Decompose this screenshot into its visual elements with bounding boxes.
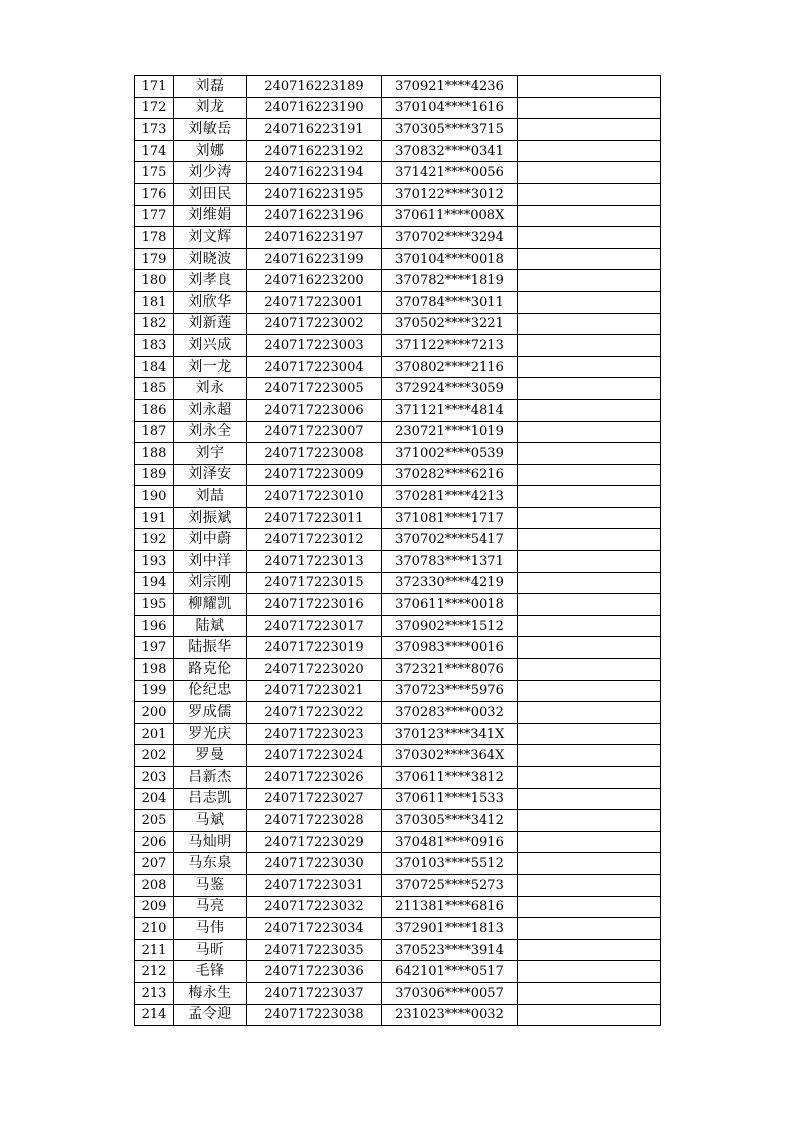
exam-number-cell: 240717223035 — [247, 939, 382, 961]
table-row — [135, 378, 661, 400]
name-cell: 刘敏岳 — [174, 119, 247, 141]
exam-number-cell: 240717223004 — [247, 356, 382, 378]
name-cell: 刘磊 — [174, 76, 247, 98]
remark-cell — [518, 227, 661, 249]
remark-cell — [518, 810, 661, 832]
remark-cell — [518, 248, 661, 270]
id-number-cell: 372321****8076 — [382, 659, 518, 681]
row-number-cell: 209 — [135, 896, 174, 918]
remark-cell — [518, 464, 661, 486]
name-cell: 刘兴成 — [174, 335, 247, 357]
row-number-cell: 190 — [135, 486, 174, 508]
name-cell: 刘宇 — [174, 443, 247, 465]
id-number-cell: 370611****1533 — [382, 788, 518, 810]
id-number-cell: 370802****2116 — [382, 356, 518, 378]
table-row — [135, 507, 661, 529]
exam-number-cell: 240717223026 — [247, 767, 382, 789]
row-number-cell: 211 — [135, 939, 174, 961]
id-number-cell: 370283****0032 — [382, 702, 518, 724]
row-number-cell: 175 — [135, 162, 174, 184]
name-cell: 陆振华 — [174, 637, 247, 659]
remark-cell — [518, 270, 661, 292]
exam-number-cell: 240717223031 — [247, 874, 382, 896]
id-number-cell: 370523****3914 — [382, 939, 518, 961]
name-cell: 刘田民 — [174, 183, 247, 205]
id-number-cell: 230721****1019 — [382, 421, 518, 443]
table-row — [135, 918, 661, 940]
table-row — [135, 637, 661, 659]
id-number-cell: 370305****3412 — [382, 810, 518, 832]
exam-number-cell: 240717223032 — [247, 896, 382, 918]
name-cell: 马斌 — [174, 810, 247, 832]
row-number-cell: 183 — [135, 335, 174, 357]
name-cell: 刘中蔚 — [174, 529, 247, 551]
exam-number-cell: 240717223003 — [247, 335, 382, 357]
table-row — [135, 961, 661, 983]
exam-number-cell: 240716223200 — [247, 270, 382, 292]
exam-number-cell: 240717223019 — [247, 637, 382, 659]
table-row — [135, 745, 661, 767]
exam-number-cell: 240716223191 — [247, 119, 382, 141]
table-row — [135, 356, 661, 378]
exam-number-cell: 240717223009 — [247, 464, 382, 486]
exam-number-cell: 240717223006 — [247, 399, 382, 421]
id-number-cell: 371421****0056 — [382, 162, 518, 184]
id-number-cell: 370481****0916 — [382, 831, 518, 853]
remark-cell — [518, 378, 661, 400]
id-number-cell: 372924****3059 — [382, 378, 518, 400]
exam-number-cell: 240717223029 — [247, 831, 382, 853]
exam-number-cell: 240717223010 — [247, 486, 382, 508]
remark-cell — [518, 291, 661, 313]
remark-cell — [518, 572, 661, 594]
table-row — [135, 810, 661, 832]
table-row — [135, 896, 661, 918]
id-number-cell: 371002****0539 — [382, 443, 518, 465]
exam-number-cell: 240717223005 — [247, 378, 382, 400]
table-row — [135, 97, 661, 119]
name-cell: 刘文辉 — [174, 227, 247, 249]
row-number-cell: 180 — [135, 270, 174, 292]
id-number-cell: 372330****4219 — [382, 572, 518, 594]
name-cell: 马伟 — [174, 918, 247, 940]
row-number-cell: 189 — [135, 464, 174, 486]
row-number-cell: 171 — [135, 76, 174, 98]
exam-number-cell: 240716223197 — [247, 227, 382, 249]
name-cell: 刘欣华 — [174, 291, 247, 313]
row-number-cell: 205 — [135, 810, 174, 832]
name-cell: 毛锋 — [174, 961, 247, 983]
name-cell: 刘一龙 — [174, 356, 247, 378]
remark-cell — [518, 1004, 661, 1026]
table-row — [135, 183, 661, 205]
table-row — [135, 615, 661, 637]
name-cell: 马鉴 — [174, 874, 247, 896]
exam-number-cell: 240716223194 — [247, 162, 382, 184]
name-cell: 伦纪忠 — [174, 680, 247, 702]
name-cell: 罗成儒 — [174, 702, 247, 724]
table-row — [135, 421, 661, 443]
name-cell: 吕新杰 — [174, 767, 247, 789]
name-cell: 刘娜 — [174, 140, 247, 162]
name-cell: 刘少涛 — [174, 162, 247, 184]
name-cell: 刘振斌 — [174, 507, 247, 529]
id-number-cell: 370782****1819 — [382, 270, 518, 292]
row-number-cell: 203 — [135, 767, 174, 789]
table-row — [135, 874, 661, 896]
remark-cell — [518, 76, 661, 98]
name-cell: 刘维娟 — [174, 205, 247, 227]
id-number-cell: 370611****008X — [382, 205, 518, 227]
table-row — [135, 1004, 661, 1026]
table-row — [135, 313, 661, 335]
table-row — [135, 788, 661, 810]
remark-cell — [518, 529, 661, 551]
row-number-cell: 178 — [135, 227, 174, 249]
remark-cell — [518, 356, 661, 378]
row-number-cell: 213 — [135, 982, 174, 1004]
exam-number-cell: 240717223011 — [247, 507, 382, 529]
remark-cell — [518, 745, 661, 767]
remark-cell — [518, 551, 661, 573]
remark-cell — [518, 680, 661, 702]
id-number-cell: 370103****5512 — [382, 853, 518, 875]
row-number-cell: 188 — [135, 443, 174, 465]
id-number-cell: 371081****1717 — [382, 507, 518, 529]
remark-cell — [518, 313, 661, 335]
row-number-cell: 173 — [135, 119, 174, 141]
id-number-cell: 370282****6216 — [382, 464, 518, 486]
remark-cell — [518, 399, 661, 421]
name-cell: 刘泽安 — [174, 464, 247, 486]
remark-cell — [518, 205, 661, 227]
remark-cell — [518, 853, 661, 875]
remark-cell — [518, 896, 661, 918]
table-row — [135, 939, 661, 961]
remark-cell — [518, 443, 661, 465]
name-cell: 刘永超 — [174, 399, 247, 421]
row-number-cell: 181 — [135, 291, 174, 313]
name-cell: 刘中洋 — [174, 551, 247, 573]
row-number-cell: 182 — [135, 313, 174, 335]
exam-number-cell: 240717223001 — [247, 291, 382, 313]
remark-cell — [518, 637, 661, 659]
table-row — [135, 982, 661, 1004]
id-number-cell: 370123****341X — [382, 723, 518, 745]
id-number-cell: 370302****364X — [382, 745, 518, 767]
row-number-cell: 179 — [135, 248, 174, 270]
id-number-cell: 370983****0016 — [382, 637, 518, 659]
table-row — [135, 853, 661, 875]
table-row — [135, 831, 661, 853]
remark-cell — [518, 162, 661, 184]
table-row — [135, 572, 661, 594]
id-number-cell: 370921****4236 — [382, 76, 518, 98]
id-number-cell: 370723****5976 — [382, 680, 518, 702]
remark-cell — [518, 659, 661, 681]
table-row — [135, 162, 661, 184]
id-number-cell: 370122****3012 — [382, 183, 518, 205]
name-cell: 柳耀凯 — [174, 594, 247, 616]
row-number-cell: 174 — [135, 140, 174, 162]
table-row — [135, 767, 661, 789]
row-number-cell: 176 — [135, 183, 174, 205]
exam-number-cell: 240717223036 — [247, 961, 382, 983]
name-cell: 刘宗刚 — [174, 572, 247, 594]
exam-number-cell: 240717223007 — [247, 421, 382, 443]
name-cell: 马亮 — [174, 896, 247, 918]
id-number-cell: 370611****3812 — [382, 767, 518, 789]
id-number-cell: 231023****0032 — [382, 1004, 518, 1026]
row-number-cell: 204 — [135, 788, 174, 810]
name-cell: 路克伦 — [174, 659, 247, 681]
id-number-cell: 371121****4814 — [382, 399, 518, 421]
row-number-cell: 177 — [135, 205, 174, 227]
remark-cell — [518, 723, 661, 745]
remark-cell — [518, 140, 661, 162]
id-number-cell: 370104****0018 — [382, 248, 518, 270]
row-number-cell: 206 — [135, 831, 174, 853]
exam-number-cell: 240717223021 — [247, 680, 382, 702]
exam-number-cell: 240717223017 — [247, 615, 382, 637]
id-number-cell: 370702****5417 — [382, 529, 518, 551]
name-cell: 孟令迎 — [174, 1004, 247, 1026]
name-cell: 梅永生 — [174, 982, 247, 1004]
exam-number-cell: 240717223022 — [247, 702, 382, 724]
remark-cell — [518, 615, 661, 637]
name-cell: 刘孝良 — [174, 270, 247, 292]
table-row — [135, 659, 661, 681]
id-number-cell: 371122****7213 — [382, 335, 518, 357]
table-row — [135, 680, 661, 702]
row-number-cell: 186 — [135, 399, 174, 421]
table-row — [135, 486, 661, 508]
row-number-cell: 200 — [135, 702, 174, 724]
exam-number-cell: 240717223020 — [247, 659, 382, 681]
exam-number-cell: 240716223195 — [247, 183, 382, 205]
row-number-cell: 207 — [135, 853, 174, 875]
id-number-cell: 642101****0517 — [382, 961, 518, 983]
remark-cell — [518, 961, 661, 983]
table-row — [135, 399, 661, 421]
name-cell: 陆斌 — [174, 615, 247, 637]
id-number-cell: 211381****6816 — [382, 896, 518, 918]
exam-number-cell: 240717223034 — [247, 918, 382, 940]
name-cell: 刘喆 — [174, 486, 247, 508]
table-row — [135, 248, 661, 270]
remark-cell — [518, 788, 661, 810]
exam-number-cell: 240717223015 — [247, 572, 382, 594]
name-cell: 罗光庆 — [174, 723, 247, 745]
table-row — [135, 335, 661, 357]
row-number-cell: 198 — [135, 659, 174, 681]
table-row — [135, 594, 661, 616]
exam-number-cell: 240717223008 — [247, 443, 382, 465]
row-number-cell: 208 — [135, 874, 174, 896]
name-cell: 刘永全 — [174, 421, 247, 443]
exam-number-cell: 240717223030 — [247, 853, 382, 875]
remark-cell — [518, 874, 661, 896]
remark-cell — [518, 486, 661, 508]
row-number-cell: 172 — [135, 97, 174, 119]
exam-number-cell: 240716223190 — [247, 97, 382, 119]
table-row — [135, 76, 661, 98]
row-number-cell: 214 — [135, 1004, 174, 1026]
row-number-cell: 197 — [135, 637, 174, 659]
name-cell: 马灿明 — [174, 831, 247, 853]
remark-cell — [518, 421, 661, 443]
candidate-table-body — [135, 76, 661, 1026]
id-number-cell: 370611****0018 — [382, 594, 518, 616]
exam-number-cell: 240716223192 — [247, 140, 382, 162]
exam-number-cell: 240717223013 — [247, 551, 382, 573]
row-number-cell: 196 — [135, 615, 174, 637]
remark-cell — [518, 335, 661, 357]
id-number-cell: 370725****5273 — [382, 874, 518, 896]
row-number-cell: 187 — [135, 421, 174, 443]
name-cell: 刘晓波 — [174, 248, 247, 270]
exam-number-cell: 240717223016 — [247, 594, 382, 616]
exam-number-cell: 240717223028 — [247, 810, 382, 832]
name-cell: 刘永 — [174, 378, 247, 400]
id-number-cell: 370902****1512 — [382, 615, 518, 637]
row-number-cell: 193 — [135, 551, 174, 573]
name-cell: 吕志凯 — [174, 788, 247, 810]
exam-number-cell: 240716223196 — [247, 205, 382, 227]
table-row — [135, 291, 661, 313]
row-number-cell: 210 — [135, 918, 174, 940]
id-number-cell: 370281****4213 — [382, 486, 518, 508]
table-row — [135, 551, 661, 573]
name-cell: 罗曼 — [174, 745, 247, 767]
exam-number-cell: 240717223038 — [247, 1004, 382, 1026]
id-number-cell: 370305****3715 — [382, 119, 518, 141]
name-cell: 马东泉 — [174, 853, 247, 875]
exam-number-cell: 240717223002 — [247, 313, 382, 335]
id-number-cell: 370306****0057 — [382, 982, 518, 1004]
row-number-cell: 202 — [135, 745, 174, 767]
exam-number-cell: 240717223012 — [247, 529, 382, 551]
candidate-table — [134, 75, 661, 1026]
exam-number-cell: 240717223023 — [247, 723, 382, 745]
row-number-cell: 185 — [135, 378, 174, 400]
row-number-cell: 184 — [135, 356, 174, 378]
row-number-cell: 191 — [135, 507, 174, 529]
id-number-cell: 370832****0341 — [382, 140, 518, 162]
id-number-cell: 370784****3011 — [382, 291, 518, 313]
table-row — [135, 140, 661, 162]
id-number-cell: 370702****3294 — [382, 227, 518, 249]
row-number-cell: 199 — [135, 680, 174, 702]
remark-cell — [518, 918, 661, 940]
remark-cell — [518, 767, 661, 789]
remark-cell — [518, 702, 661, 724]
table-row — [135, 702, 661, 724]
table-row — [135, 723, 661, 745]
id-number-cell: 370502****3221 — [382, 313, 518, 335]
remark-cell — [518, 982, 661, 1004]
table-row — [135, 443, 661, 465]
id-number-cell: 370104****1616 — [382, 97, 518, 119]
name-cell: 刘新莲 — [174, 313, 247, 335]
id-number-cell: 372901****1813 — [382, 918, 518, 940]
exam-number-cell: 240716223189 — [247, 76, 382, 98]
table-row — [135, 270, 661, 292]
exam-number-cell: 240717223027 — [247, 788, 382, 810]
row-number-cell: 192 — [135, 529, 174, 551]
remark-cell — [518, 119, 661, 141]
exam-number-cell: 240717223024 — [247, 745, 382, 767]
remark-cell — [518, 939, 661, 961]
remark-cell — [518, 183, 661, 205]
row-number-cell: 194 — [135, 572, 174, 594]
table-row — [135, 529, 661, 551]
remark-cell — [518, 507, 661, 529]
table-row — [135, 464, 661, 486]
remark-cell — [518, 97, 661, 119]
name-cell: 马昕 — [174, 939, 247, 961]
name-cell: 刘龙 — [174, 97, 247, 119]
remark-cell — [518, 831, 661, 853]
exam-number-cell: 240716223199 — [247, 248, 382, 270]
table-row — [135, 227, 661, 249]
row-number-cell: 212 — [135, 961, 174, 983]
table-row — [135, 205, 661, 227]
remark-cell — [518, 594, 661, 616]
exam-number-cell: 240717223037 — [247, 982, 382, 1004]
row-number-cell: 195 — [135, 594, 174, 616]
id-number-cell: 370783****1371 — [382, 551, 518, 573]
row-number-cell: 201 — [135, 723, 174, 745]
table-row — [135, 119, 661, 141]
